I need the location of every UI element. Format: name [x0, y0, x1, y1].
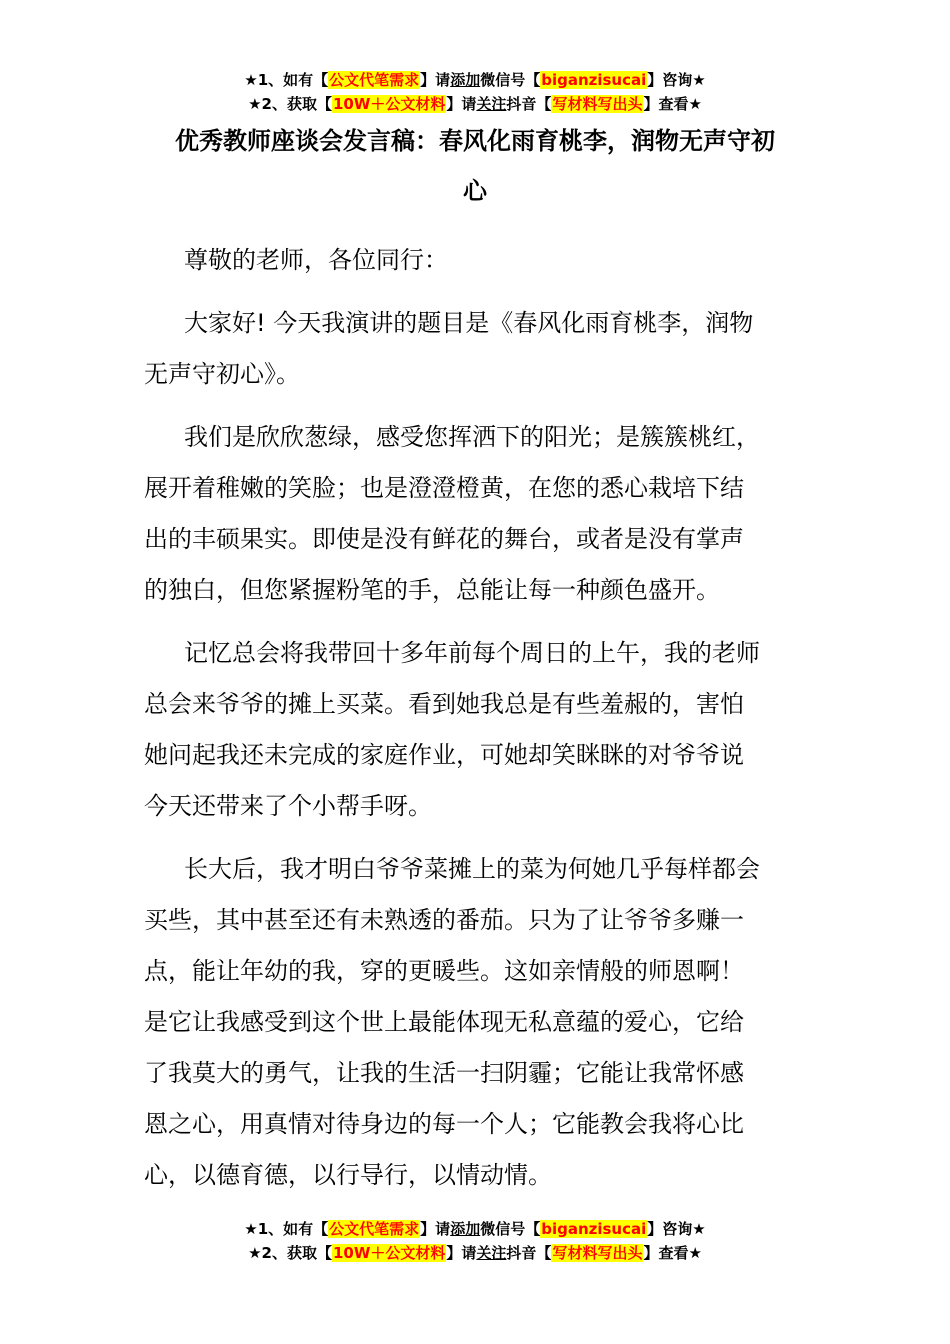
banner-highlight: 10W＋公文材料: [332, 95, 446, 113]
banner-text: ★1、如有【: [244, 1220, 329, 1238]
paragraph-line: 长大后，我才明白爷爷菜摊上的菜为何她几乎每样都会: [184, 855, 760, 883]
document-body: [144, 235, 806, 1213]
banner-text: 抖音【: [506, 1244, 552, 1262]
banner-highlight: 公文代笔需求: [329, 71, 420, 89]
paragraph-line: 恩之心，用真情对待身边的每一个人；它能教会我将心比: [144, 1110, 744, 1138]
paragraph: [144, 298, 806, 400]
banner-underlined: 添加: [450, 71, 481, 89]
banner-text: ★2、获取【: [248, 1244, 332, 1262]
paragraph-line: 的独白，但您紧握粉笔的手，总能让每一种颜色盛开。: [144, 576, 720, 604]
banner-text: 微信号【: [480, 1220, 541, 1238]
paragraph-line: 了我莫大的勇气，让我的生活一扫阴霾；它能让我常怀感: [144, 1059, 744, 1087]
banner-line-2: [0, 1241, 950, 1265]
banner-highlight: biganzisucai: [541, 71, 647, 89]
banner-text: 】请: [446, 95, 477, 113]
paragraph-line: 是它让我感受到这个世上最能体现无私意蕴的爱心，它给: [144, 1008, 744, 1036]
banner-text: 】查看★: [643, 95, 702, 113]
banner-text: 】查看★: [643, 1244, 702, 1262]
banner-text: 微信号【: [480, 71, 541, 89]
paragraph-line: 她问起我还未完成的家庭作业，可她却笑眯眯的对爷爷说: [144, 741, 744, 769]
banner-text: 】咨询★: [647, 71, 706, 89]
paragraph-line: 尊敬的老师，各位同行：: [184, 246, 448, 274]
banner-text: ★1、如有【: [244, 71, 329, 89]
paragraph-line: 出的丰硕果实。即使是没有鲜花的舞台，或者是没有掌声: [144, 525, 744, 553]
banner-text: 】请: [420, 71, 451, 89]
banner-text: 抖音【: [506, 95, 552, 113]
paragraph: [144, 844, 806, 1201]
paragraph-line: 心，以德育德，以行导行，以情动情。: [144, 1161, 552, 1189]
paragraph-line: 我们是欣欣葱绿，感受您挥洒下的阳光；是簇簇桃红，: [184, 423, 760, 451]
header-banner: [0, 68, 950, 116]
paragraph: [144, 235, 806, 286]
banner-line-2: [0, 92, 950, 116]
paragraph-line: 总会来爷爷的摊上买菜。看到她我总是有些羞赧的，害怕: [144, 690, 744, 718]
title-line-1: 优秀教师座谈会发言稿：春风化雨育桃李，润物无声守初: [175, 127, 775, 155]
paragraph-line: 今天还带来了个小帮手呀。: [144, 792, 432, 820]
banner-highlight: 写材料写出头: [552, 1244, 643, 1262]
banner-text: 】请: [420, 1220, 451, 1238]
paragraph-line: 记忆总会将我带回十多年前每个周日的上午，我的老师: [184, 639, 760, 667]
paragraph: [144, 628, 806, 832]
banner-highlight: 写材料写出头: [552, 95, 643, 113]
paragraph-line: 无声守初心》。: [144, 360, 300, 388]
paragraph-line: 点，能让年幼的我，穿的更暖些。这如亲情般的师恩啊！: [144, 957, 744, 985]
paragraph-line: 展开着稚嫩的笑脸；也是澄澄橙黄，在您的悉心栽培下结: [144, 474, 744, 502]
banner-underlined: 关注: [476, 1244, 507, 1262]
title-line-2: 心: [463, 177, 487, 205]
paragraph-line: 大家好! 今天我演讲的题目是《春风化雨育桃李，润物: [184, 309, 754, 337]
banner-underlined: 添加: [450, 1220, 481, 1238]
banner-highlight: 公文代笔需求: [329, 1220, 420, 1238]
banner-text: ★2、获取【: [248, 95, 332, 113]
paragraph: [144, 412, 806, 616]
banner-highlight: biganzisucai: [541, 1220, 647, 1238]
banner-line-1: [0, 68, 950, 92]
banner-highlight: 10W＋公文材料: [332, 1244, 446, 1262]
banner-text: 】请: [446, 1244, 477, 1262]
banner-underlined: 关注: [476, 95, 507, 113]
banner-line-1: [0, 1217, 950, 1241]
banner-text: 】咨询★: [647, 1220, 706, 1238]
footer-banner: [0, 1217, 950, 1265]
document-title: [0, 116, 950, 216]
paragraph-line: 买些，其中甚至还有未熟透的番茄。只为了让爷爷多赚一: [144, 906, 744, 934]
